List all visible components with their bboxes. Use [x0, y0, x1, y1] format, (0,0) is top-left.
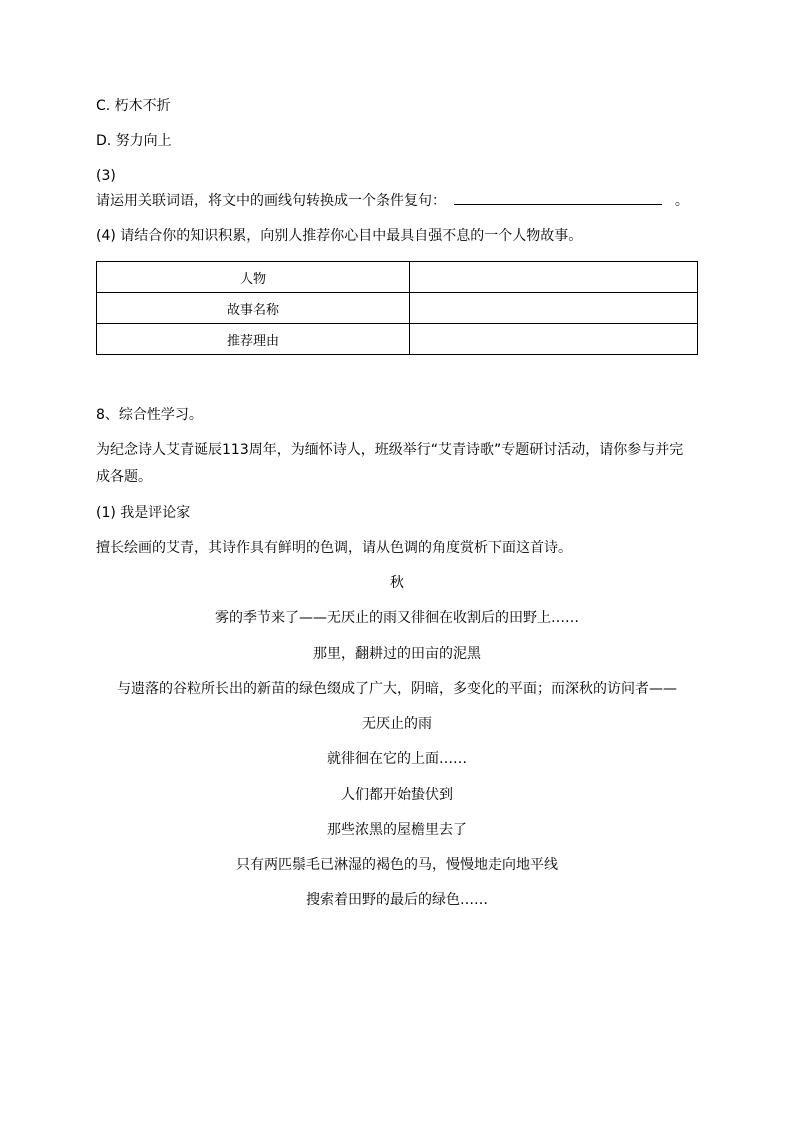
poem-line-1: 雾的季节来了——无厌止的雨又徘徊在收割后的田野上…… [215, 610, 579, 626]
question-8-intro-line1: 为纪念诗人艾青诞辰113周年，为缅怀诗人，班级举行“艾青诗歌”专题研讨活动，请你参与并完 [96, 442, 684, 458]
poem-line-8: 只有两匹鬃毛已淋湿的褐色的马，慢慢地走向地平线 [236, 857, 558, 873]
row-value-story-name[interactable] [410, 293, 698, 324]
row-label-reason: 推荐理由 [97, 324, 410, 355]
poem-line-7: 那些浓黑的屋檐里去了 [327, 822, 467, 838]
table-row [97, 324, 698, 355]
question-8-intro-line2: 成各题。 [96, 469, 152, 485]
row-value-reason[interactable] [410, 324, 698, 355]
recommendation-table [96, 261, 698, 355]
poem-line-3: 与遗落的谷粒所长出的新苗的绿色缀成了广大，阴暗，多变化的平面；而深秋的访问者—— [117, 681, 677, 697]
poem-title: 秋 [390, 575, 404, 591]
question-3-number: (3) [96, 168, 116, 184]
poem-line-2: 那里，翻耕过的田亩的泥黑 [313, 646, 481, 662]
row-value-person[interactable] [410, 262, 698, 293]
poem-line-6: 人们都开始蛰伏到 [341, 787, 453, 803]
row-label-person: 人物 [97, 262, 410, 293]
question-4-prompt: (4) 请结合你的知识积累，向别人推荐你心目中最具自强不息的一个人物故事。 [96, 228, 583, 244]
answer-blank[interactable] [454, 190, 662, 205]
question-8-heading: 8、综合性学习。 [96, 407, 203, 423]
question-3-end: 。 [674, 193, 689, 209]
question-3-prompt [96, 190, 689, 211]
poem-line-4: 无厌止的雨 [362, 716, 432, 732]
row-label-story-name: 故事名称 [97, 293, 410, 324]
sub-question-1-title: (1) 我是评论家 [96, 505, 191, 521]
table-row [97, 293, 698, 324]
table-row [97, 262, 698, 293]
option-d: D. 努力向上 [96, 133, 172, 149]
option-c: C. 朽木不折 [96, 98, 171, 114]
sub-question-1-prompt: 擅长绘画的艾青，其诗作具有鲜明的色调，请从色调的角度赏析下面这首诗。 [96, 540, 572, 556]
question-3-text: 请运用关联词语，将文中的画线句转换成一个条件复句： [96, 193, 446, 209]
poem-line-5: 就徘徊在它的上面…… [327, 751, 467, 767]
poem-line-9: 搜索着田野的最后的绿色…… [306, 892, 488, 908]
